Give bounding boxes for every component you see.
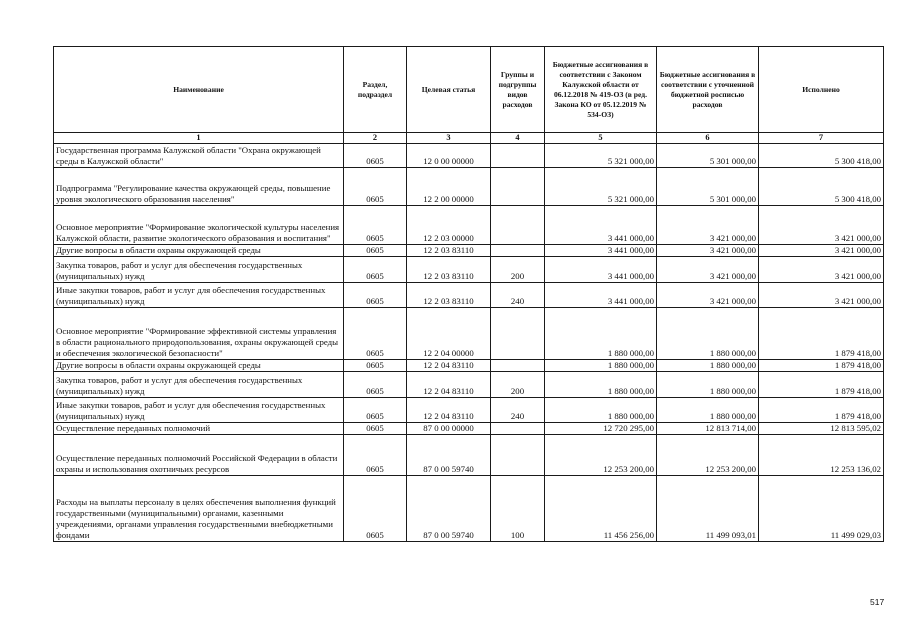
table-row <box>54 476 884 542</box>
row-name: Другие вопросы в области охраны окружающей среды <box>54 360 344 372</box>
table-row <box>54 423 884 435</box>
row-target-article: 12 2 03 83110 <box>407 257 491 283</box>
row-revised-allocation: 3 421 000,00 <box>657 257 759 283</box>
row-target-article: 87 0 00 00000 <box>407 423 491 435</box>
row-section: 0605 <box>344 360 407 372</box>
row-law-allocation: 12 720 295,00 <box>545 423 657 435</box>
row-expense-group: 240 <box>491 283 545 308</box>
row-law-allocation: 3 441 000,00 <box>545 206 657 245</box>
row-expense-group <box>491 144 545 168</box>
row-law-allocation: 1 880 000,00 <box>545 398 657 423</box>
row-law-allocation: 1 880 000,00 <box>545 360 657 372</box>
row-section: 0605 <box>344 257 407 283</box>
row-expense-group <box>491 308 545 360</box>
row-expense-group: 100 <box>491 476 545 542</box>
table-row <box>54 245 884 257</box>
table-row <box>54 144 884 168</box>
row-name: Осуществление переданных полномочий <box>54 423 344 435</box>
row-revised-allocation: 12 253 200,00 <box>657 435 759 476</box>
header-target-article: Целевая статья <box>407 47 491 133</box>
row-target-article: 12 2 04 83110 <box>407 372 491 398</box>
row-section: 0605 <box>344 144 407 168</box>
row-name: Закупка товаров, работ и услуг для обеспечения государственных (муниципальных) нужд <box>54 372 344 398</box>
row-expense-group <box>491 245 545 257</box>
row-revised-allocation: 1 880 000,00 <box>657 308 759 360</box>
row-target-article: 12 2 04 00000 <box>407 308 491 360</box>
row-revised-allocation: 5 301 000,00 <box>657 168 759 206</box>
row-expense-group: 200 <box>491 257 545 283</box>
row-target-article: 12 2 03 83110 <box>407 283 491 308</box>
budget-table <box>53 46 884 542</box>
column-number: 5 <box>545 133 657 144</box>
row-name: Другие вопросы в области охраны окружающей среды <box>54 245 344 257</box>
row-expense-group <box>491 423 545 435</box>
column-number: 1 <box>54 133 344 144</box>
row-expense-group <box>491 360 545 372</box>
row-executed: 5 300 418,00 <box>759 168 884 206</box>
header-expense-group: Группы и подгруппы видов расходов <box>491 47 545 133</box>
row-law-allocation: 3 441 000,00 <box>545 283 657 308</box>
row-expense-group: 240 <box>491 398 545 423</box>
row-executed: 12 813 595,02 <box>759 423 884 435</box>
header-row <box>54 47 884 133</box>
row-executed: 12 253 136,02 <box>759 435 884 476</box>
row-name: Иные закупки товаров, работ и услуг для обеспечения государственных (муниципальных) нужд <box>54 398 344 423</box>
column-number: 3 <box>407 133 491 144</box>
row-revised-allocation: 5 301 000,00 <box>657 144 759 168</box>
page-number: 517 <box>870 597 885 607</box>
row-revised-allocation: 1 880 000,00 <box>657 360 759 372</box>
row-expense-group <box>491 435 545 476</box>
column-number-row <box>54 133 884 144</box>
row-law-allocation: 11 456 256,00 <box>545 476 657 542</box>
row-executed: 11 499 029,03 <box>759 476 884 542</box>
row-revised-allocation: 1 880 000,00 <box>657 372 759 398</box>
row-law-allocation: 5 321 000,00 <box>545 144 657 168</box>
column-number: 6 <box>657 133 759 144</box>
table-row <box>54 308 884 360</box>
column-number: 2 <box>344 133 407 144</box>
column-number: 7 <box>759 133 884 144</box>
row-section: 0605 <box>344 435 407 476</box>
table-row <box>54 435 884 476</box>
row-law-allocation: 12 253 200,00 <box>545 435 657 476</box>
row-target-article: 87 0 00 59740 <box>407 476 491 542</box>
row-law-allocation: 1 880 000,00 <box>545 372 657 398</box>
table-row <box>54 257 884 283</box>
row-name: Иные закупки товаров, работ и услуг для обеспечения государственных (муниципальных) нужд <box>54 283 344 308</box>
row-section: 0605 <box>344 206 407 245</box>
row-name: Расходы на выплаты персоналу в целях обеспечения выполнения функций государственными (муниципальными) органами, казенными учреждениями, органами управления государственными внебюджетными фондами <box>54 476 344 542</box>
row-name: Закупка товаров, работ и услуг для обеспечения государственных (муниципальных) нужд <box>54 257 344 283</box>
row-executed: 3 421 000,00 <box>759 206 884 245</box>
row-executed: 5 300 418,00 <box>759 144 884 168</box>
row-executed: 1 879 418,00 <box>759 308 884 360</box>
table-row <box>54 398 884 423</box>
budget-sheet <box>53 46 883 542</box>
table-row <box>54 168 884 206</box>
row-name: Подпрограмма "Регулирование качества окружающей среды, повышение уровня экологического образования населения" <box>54 168 344 206</box>
row-name: Основное мероприятие "Формирование эффективной системы управления в области рационального природопользования, охраны окружающей среды и обеспечения экологической безопасности" <box>54 308 344 360</box>
row-target-article: 12 0 00 00000 <box>407 144 491 168</box>
row-law-allocation: 3 441 000,00 <box>545 257 657 283</box>
row-law-allocation: 5 321 000,00 <box>545 168 657 206</box>
table-row <box>54 372 884 398</box>
row-executed: 1 879 418,00 <box>759 372 884 398</box>
row-section: 0605 <box>344 423 407 435</box>
row-executed: 3 421 000,00 <box>759 257 884 283</box>
row-law-allocation: 1 880 000,00 <box>545 308 657 360</box>
table-row <box>54 283 884 308</box>
row-revised-allocation: 3 421 000,00 <box>657 206 759 245</box>
column-number: 4 <box>491 133 545 144</box>
row-target-article: 12 2 04 83110 <box>407 398 491 423</box>
row-expense-group: 200 <box>491 372 545 398</box>
row-revised-allocation: 11 499 093,01 <box>657 476 759 542</box>
row-revised-allocation: 12 813 714,00 <box>657 423 759 435</box>
row-section: 0605 <box>344 308 407 360</box>
row-target-article: 12 2 03 00000 <box>407 206 491 245</box>
row-law-allocation: 3 441 000,00 <box>545 245 657 257</box>
row-target-article: 87 0 00 59740 <box>407 435 491 476</box>
header-name: Наименование <box>54 47 344 133</box>
row-section: 0605 <box>344 398 407 423</box>
row-section: 0605 <box>344 168 407 206</box>
row-target-article: 12 2 03 83110 <box>407 245 491 257</box>
row-name: Осуществление переданных полномочий Российской Федерации в области охраны и использования охотничьих ресурсов <box>54 435 344 476</box>
row-expense-group <box>491 168 545 206</box>
row-name: Основное мероприятие "Формирование экологической культуры населения Калужской области, развитие экологического образования и воспитания" <box>54 206 344 245</box>
row-executed: 1 879 418,00 <box>759 360 884 372</box>
row-revised-allocation: 3 421 000,00 <box>657 283 759 308</box>
row-target-article: 12 2 00 00000 <box>407 168 491 206</box>
header-executed: Исполнено <box>759 47 884 133</box>
row-revised-allocation: 3 421 000,00 <box>657 245 759 257</box>
table-row <box>54 206 884 245</box>
table-row <box>54 360 884 372</box>
row-section: 0605 <box>344 245 407 257</box>
row-executed: 3 421 000,00 <box>759 245 884 257</box>
row-section: 0605 <box>344 283 407 308</box>
row-target-article: 12 2 04 83110 <box>407 360 491 372</box>
row-executed: 3 421 000,00 <box>759 283 884 308</box>
header-revised-allocations: Бюджетные ассигнования в соответствии с уточненной бюджетной росписью расходов <box>657 47 759 133</box>
row-revised-allocation: 1 880 000,00 <box>657 398 759 423</box>
row-executed: 1 879 418,00 <box>759 398 884 423</box>
row-section: 0605 <box>344 372 407 398</box>
row-name: Государственная программа Калужской области "Охрана окружающей среды в Калужской области" <box>54 144 344 168</box>
header-section: Раздел, подраздел <box>344 47 407 133</box>
row-section: 0605 <box>344 476 407 542</box>
header-law-allocations: Бюджетные ассигнования в соответствии с Законом Калужской области от 06.12.2018 № 419-ОЗ (в ред. Закона КО от 05.12.2019 № 534-ОЗ) <box>545 47 657 133</box>
row-expense-group <box>491 206 545 245</box>
